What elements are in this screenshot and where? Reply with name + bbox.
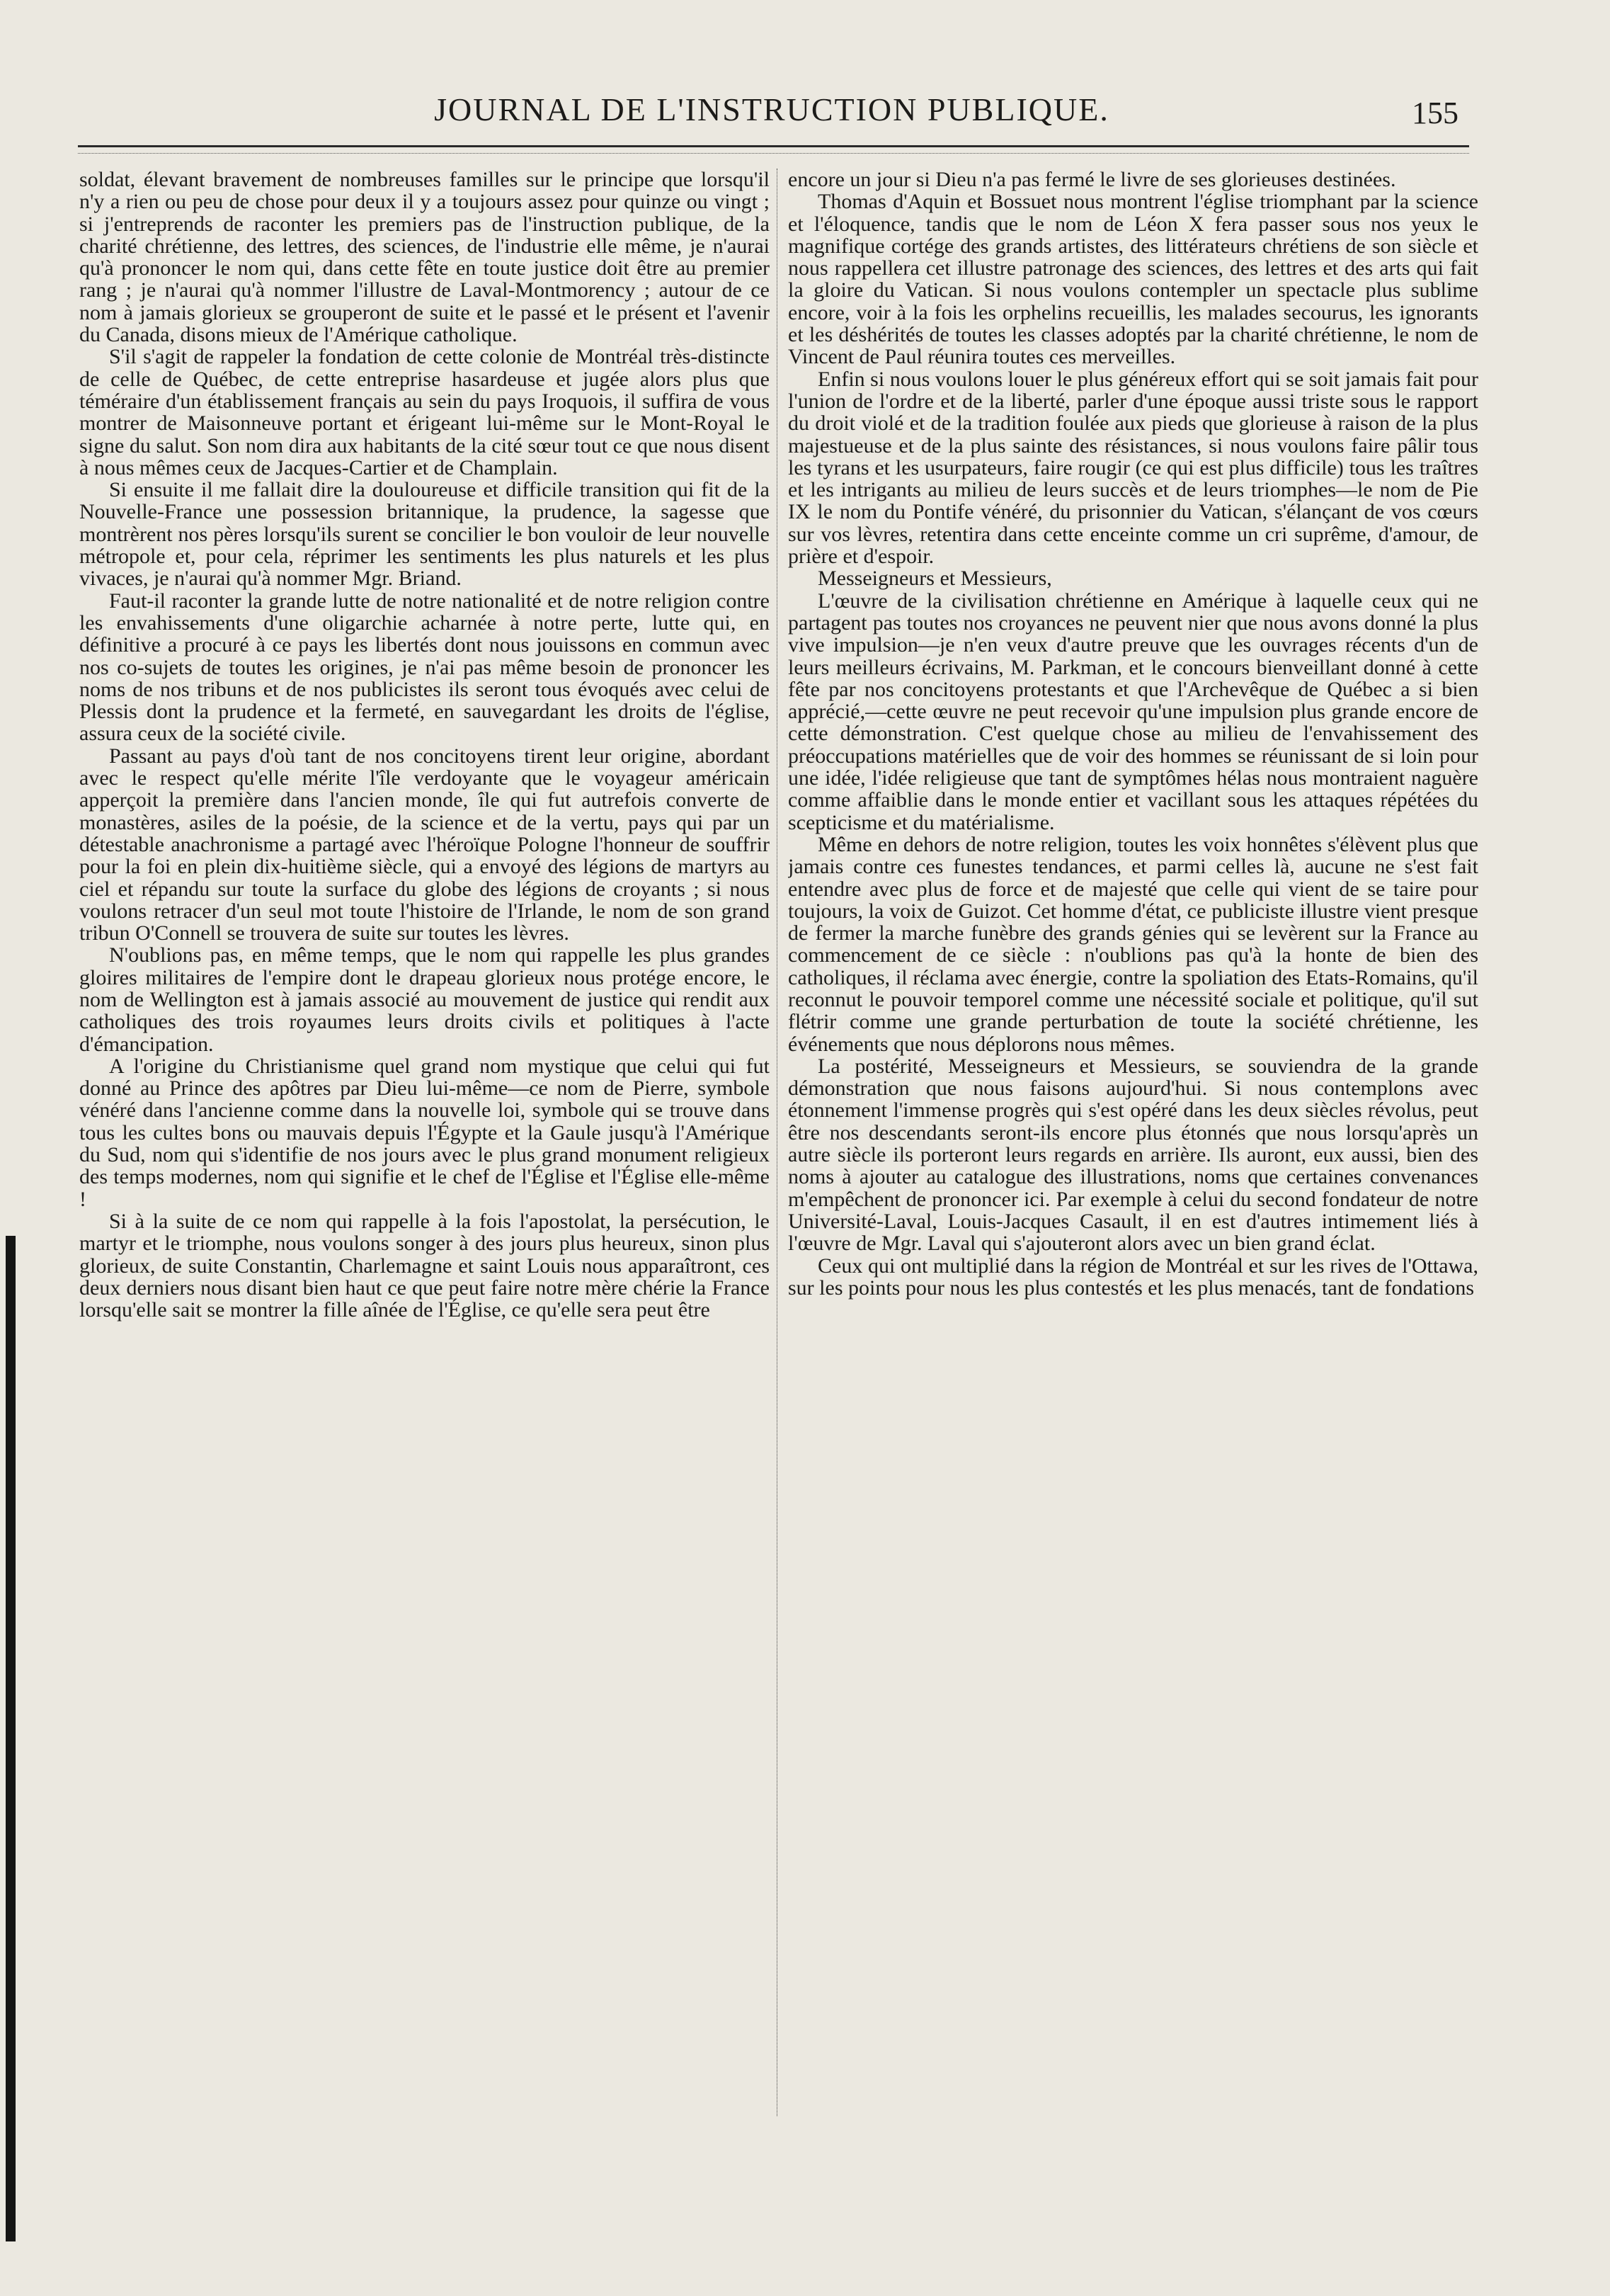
paragraph: Messeigneurs et Messieurs, [818, 567, 1052, 591]
header-rule-dotted [78, 153, 1469, 154]
paragraph: La postérité, Messeigneurs et Messieurs, se souviendra de la grande démonstration que nous faisons aujourd'hui. Si nous contemplons avec étonnement l'immense progrès qui s'est opéré dans les deux siècles révolus, peut être nos descendants seront-ils encore plus étonnés que nous lorsqu'après un autre siècle ils porteront leurs regards en arrière. Ils auront, eux aussi, bien des noms à ajouter au catalogue des illustrations, noms que certaines convenances m'empêchent de prononcer ici. Par exemple à celui du second fondateur de notre Université-Laval, Louis-Jacques Casault, il en est d'autres intimement liés à l'œuvre de Mgr. Laval qui s'ajouteront alors avec un bien grand éclat. [788, 1054, 1478, 1256]
paragraph: Enfin si nous voulons louer le plus généreux effort qui se soit jamais fait pour l'union de l'ordre et de la liberté, parler d'une époque aussi triste sous le rapport du droit violé et de la tradition foulée aux pieds que glorieuse à raison de la plus majestueuse et de la plus sainte des résistances, si nous voulons faire pâlir tous les tyrans et les usurpateurs, faire rougir (ce qui est plus difficile) tous les traîtres et les intrigants au milieu de leurs succès et de leurs triomphes—le nom de Pie IX le nom du Pontife vénéré, du prisonnier du Vatican, s'élançant de vos cœurs sur vos lèvres, retentira dans cette enceinte comme un cri suprême, d'amour, de prière et d'espoir. [788, 367, 1478, 569]
paragraph: N'oublions pas, en même temps, que le nom qui rappelle les plus grandes gloires militaires de l'empire dont le drapeau glorieux nous protége encore, le nom de Wellington est à jamais associé au mouvement de justice qui rendit aux catholiques des trois royaumes leurs droits civils et politiques à l'acte d'émancipation. [79, 943, 770, 1056]
paragraph: Ceux qui ont multiplié dans la région de Montréal et sur les rives de l'Ottawa, sur les points pour nous les plus contestés et les plus menacés, tant de fondations [788, 1254, 1478, 1300]
paragraph: Si à la suite de ce nom qui rappelle à la fois l'apostolat, la persécution, le martyr et le triomphe, nous voulons songer à des jours plus heureux, sinon plus glorieux, de suite Constantin, Charlemagne et saint Louis nous apparaîtront, ces deux derniers nous disant bien haut ce que peut faire notre mère chérie la France lorsqu'elle sait se montrer la fille aînée de l'Église, ce qu'elle sera peut être [79, 1209, 770, 1322]
paragraph: Si ensuite il me fallait dire la douloureuse et difficile transition qui fit de la Nouvelle-France une possession britannique, la prudence, la sagesse que montrèrent nos pères lorsqu'ils surent se concilier le bon vouloir de leur nouvelle métropole et, pour cela, réprimer les sentiments les plus naturels et les plus vivaces, je n'aurai qu'à nommer Mgr. Briand. [79, 478, 770, 591]
page-header [78, 84, 1466, 140]
header-rule [78, 145, 1469, 147]
column-right [788, 169, 1478, 2152]
paragraph: S'il s'agit de rappeler la fondation de cette colonie de Montréal très-distincte de celle de Québec, de cette entreprise hasardeuse et jugée alors plus que téméraire d'un établissement français au sein du pays Iroquois, il suffira de vous montrer de Maisonneuve portant et érigeant lui-même sur le Mont-Royal le signe du salut. Son nom dira aux habitants de la cité sœur tout ce que nous disent à nous mêmes ceux de Jacques-Cartier et de Champlain. [79, 345, 770, 479]
journal-title: JOURNAL DE L'INSTRUCTION PUBLIQUE. [434, 91, 1109, 127]
paragraph: Passant au pays d'où tant de nos concitoyens tirent leur origine, abordant avec le respect qu'elle mérite l'île verdoyante que le voyageur américain apperçoit la première dans l'ancien monde, île qui fut autrefois converte de monastères, asiles de la poésie, de la science et de la vertu, pays qui par un détestable anachronisme a partagé avec l'héroïque Pologne l'honneur de souffrir pour la foi en plein dix-huitième siècle, qui a envoyé des légions de martyrs au ciel et répandu sur toute la surface du globe des légions de croyants ; si nous voulons retracer d'un seul mot toute l'histoire de l'Irlande, le nom de son grand tribun O'Connell se trouvera de suite sur toutes les lèvres. [79, 744, 770, 945]
paragraph: Thomas d'Aquin et Bossuet nous montrent l'église triomphant par la science et l'éloquence, tandis que le nom de Léon X fera passer sous nos yeux le magnifique cortége des grands artistes, des littérateurs chrétiens de son siècle et nous rappellera cet illustre patronage des sciences, des lettres et des arts qui fait la gloire du Vatican. Si nous voulons contempler un spectacle plus sublime encore, voir à la fois les orphelins recueillis, les malades secourus, les ignorants et les déshérités de toutes les classes adoptés par la charité chrétienne, le nom de Vincent de Paul réunira toutes ces merveilles. [788, 190, 1478, 369]
page-number: 155 [1412, 96, 1458, 130]
paragraph: Même en dehors de notre religion, toutes les voix honnêtes s'élèvent plus que jamais contre ces funestes tendances, et parmi celles là, aucune ne s'est fait entendre avec plus de force et de majesté que celle qui vient de se taire pour toujours, la voix de Guizot. Cet homme d'état, ce publiciste illustre vient presque de fermer la marche funèbre des grands génies qui se levèrent sur la France au commencement de ce siècle : n'oublions pas qu'à la honte de bien des catholiques, il réclama avec énergie, contre la spoliation des Etats-Romains, qu'il reconnut le pouvoir temporel comme une nécessité sociale et politique, qu'il sut flétrir comme une grande perturbation de toute la société chrétienne, les événements que nous déplorons nous mêmes. [788, 832, 1478, 1056]
paragraph: A l'origine du Christianisme quel grand nom mystique que celui qui fut donné au Prince des apôtres par Dieu lui-même—ce nom de Pierre, symbole vénéré dans l'ancienne comme dans la nouvelle loi, symbole qui se trouve dans tous les cultes bons ou mauvais depuis l'Égypte et la Gaule jusqu'à l'Amérique du Sud, nom qui s'identifie de nos jours avec le plus grand monument religieux des temps modernes, nom qui signifie et le chef de l'Église et l'Église elle-même ! [79, 1054, 770, 1211]
column-left [79, 169, 770, 2152]
scan-edge-bar [6, 1236, 16, 2241]
paragraph: Faut-il raconter la grande lutte de notre nationalité et de notre religion contre les envahissements d'une oligarchie acharnée à notre perte, lutte qui, en définitive a procuré à ce pays les libertés dont nous jouissons en commun avec nos co-sujets de toutes les origines, je n'ai pas même besoin de prononcer les noms de nos tribuns et de nos publicistes ils seront tous évoqués avec celui de Plessis dont la prudence et la fermeté, en sauvegardant les droits de l'église, assura ceux de la société civile. [79, 589, 770, 746]
paragraph: L'œuvre de la civilisation chrétienne en Amérique à laquelle ceux qui ne partagent pas toutes nos croyances ne peuvent nier que nous avons donné la plus vive impulsion—je n'en veux d'autre preuve que les ouvrages récents d'un de leurs meilleurs écrivains, M. Parkman, et le concours bienveillant donné à cette fête par nos concitoyens protestants et que l'Archevêque de Québec a si bien apprécié,—cette œuvre ne peut recevoir qu'une impulsion plus grande encore de cette démonstration. C'est quelque chose au milieu de l'envahissement des préoccupations matérielles que de voir des hommes se réunissant de si loin pour une idée, l'idée religieuse que tant de symptômes hélas nous montraient naguère comme affaiblie dans le monde entier et vacillant sous les attaques répétées du scepticisme et du matérialisme. [788, 589, 1478, 834]
paragraph: soldat, élevant bravement de nombreuses familles sur le principe que lorsqu'il n'y a rien ou peu de chose pour deux il y a toujours assez pour quinze ou vingt ; si j'entreprends de raconter les premiers pas de l'instruction publique, de la charité chrétienne, des lettres, des sciences, de l'industrie elle même, je n'aurai qu'à prononcer le nom qui, dans cette fête en toute justice doit être au premier rang ; je n'aurai qu'à nommer l'illustre de Laval-Montmorency ; autour de ce nom à jamais glorieux se grouperont de suite et le passé et le présent et l'avenir du Canada, disons mieux de l'Amérique catholique. [79, 169, 770, 347]
paragraph: encore un jour si Dieu n'a pas fermé le livre de ses glorieuses destinées. [788, 169, 1396, 191]
